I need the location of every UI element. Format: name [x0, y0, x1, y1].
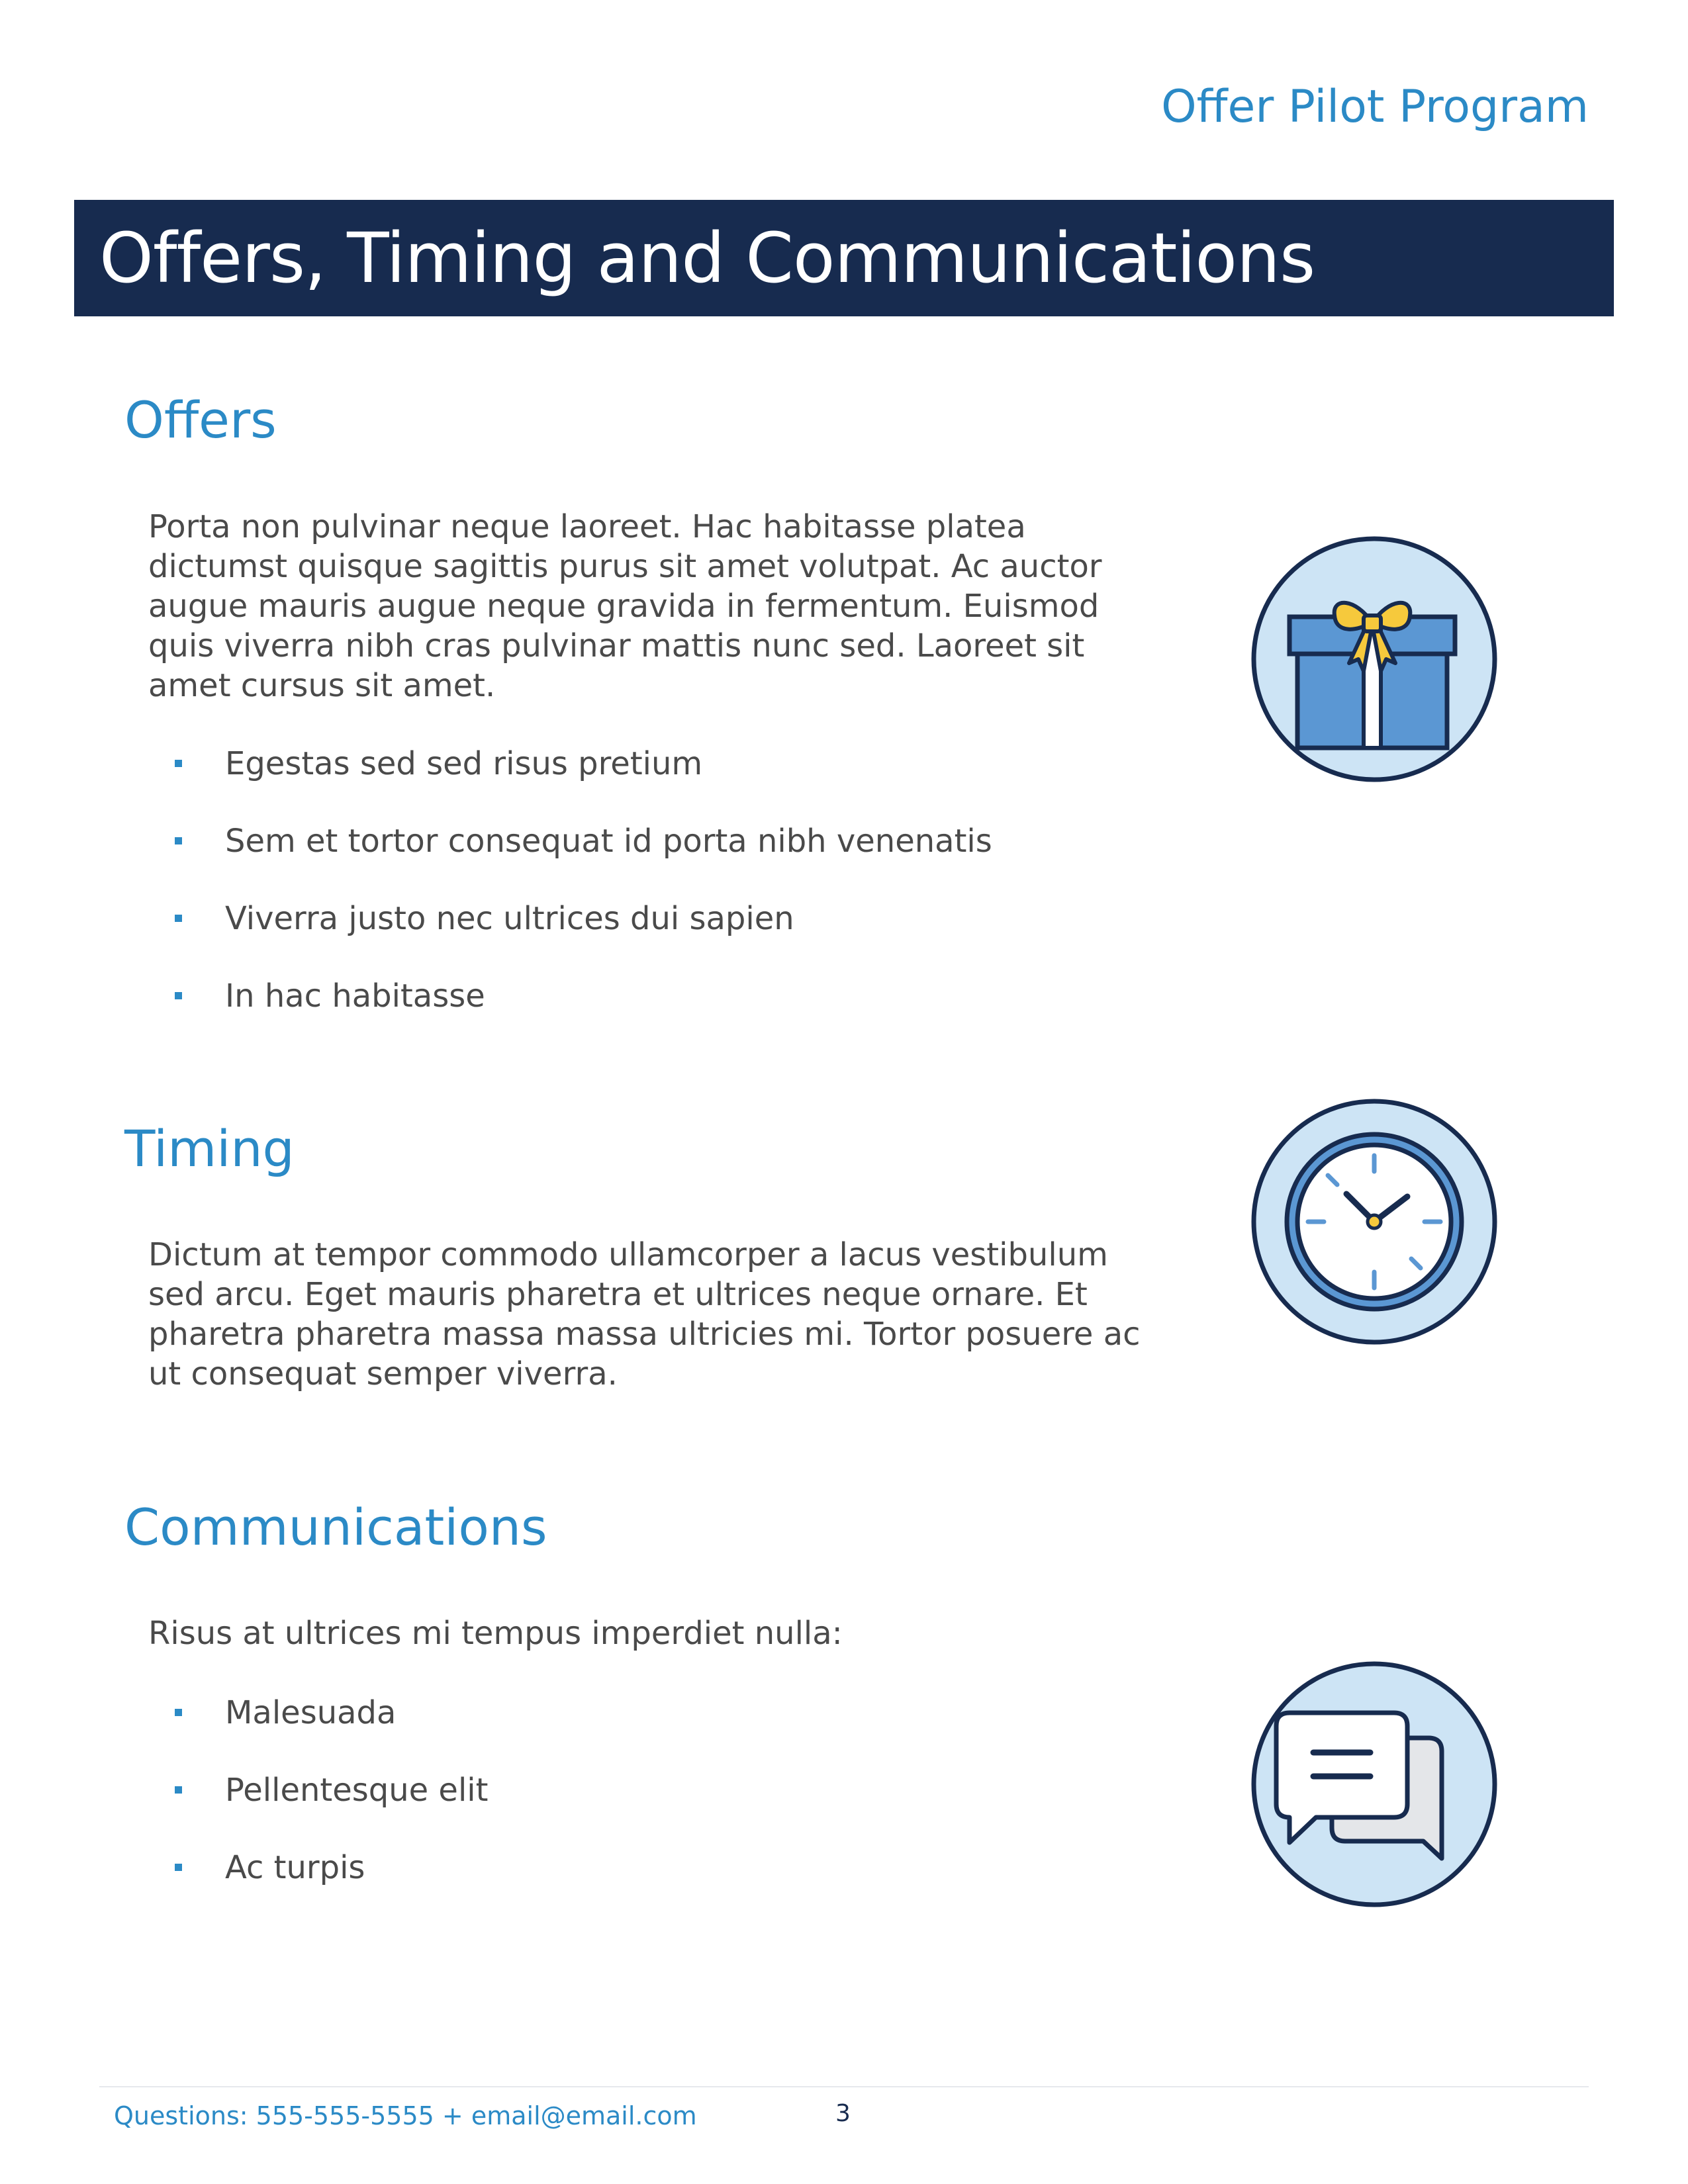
bullet-marker — [175, 1786, 182, 1794]
title-bar — [74, 200, 1614, 316]
list-item — [148, 1693, 488, 1770]
document-label: Offer Pilot Program — [1161, 81, 1589, 133]
list-item-text: Malesuada — [225, 1694, 397, 1731]
timing-body-text: Dictum at tempor commodo ullamcorper a lacus vestibulum sed arcu. Eget mauris pharetra et ultrices neque ornare. Et pharetra pharetra massa massa ultricies mi. Tortor posuere ac ut consequat semper viverra. — [148, 1236, 1141, 1392]
list-item — [148, 744, 992, 821]
footer-contact: Questions: 555-555-5555 + email@email.com — [114, 2101, 697, 2130]
gift-icon — [1250, 535, 1499, 784]
bullet-marker — [175, 992, 182, 999]
list-item-text: In hac habitasse — [225, 978, 485, 1015]
list-item-text: Egestas sed sed risus pretium — [225, 745, 703, 782]
list-item — [148, 1770, 488, 1848]
page-number: 3 — [835, 2100, 851, 2127]
chat-bubbles-icon — [1250, 1660, 1499, 1909]
offers-body-text: Porta non pulvinar neque laoreet. Hac habitasse platea dictumst quisque sagittis purus sit amet volutpat. Ac auctor augue mauris augue neque gravida in fermentum. Euismod quis viverra nibh cras pulvinar mattis nunc sed. Laoreet sit amet cursus sit amet. — [148, 508, 1102, 704]
offers-bullet-list — [148, 744, 992, 1054]
section-heading-communications: Communications — [124, 1498, 547, 1557]
list-item — [148, 821, 992, 899]
bullet-marker — [175, 760, 182, 767]
communications-bullet-list — [148, 1693, 488, 1925]
section-heading-offers: Offers — [124, 390, 277, 449]
footer-divider — [99, 2086, 1589, 2087]
bullet-marker — [175, 915, 182, 922]
list-item — [148, 1848, 488, 1925]
bullet-marker — [175, 1709, 182, 1716]
clock-icon — [1250, 1097, 1499, 1346]
section-heading-timing: Timing — [124, 1119, 295, 1178]
page-title: Offers, Timing and Communications — [99, 218, 1315, 298]
list-item-text: Ac turpis — [225, 1849, 365, 1886]
list-item-text: Pellentesque elit — [225, 1772, 489, 1809]
list-item-text: Viverra justo nec ultrices dui sapien — [225, 900, 794, 937]
list-item-text: Sem et tortor consequat id porta nibh venenatis — [225, 823, 992, 860]
list-item — [148, 899, 992, 976]
communications-body-text: Risus at ultrices mi tempus imperdiet nulla: — [148, 1615, 843, 1652]
bullet-marker — [175, 837, 182, 844]
list-item — [148, 976, 992, 1054]
bullet-marker — [175, 1864, 182, 1871]
